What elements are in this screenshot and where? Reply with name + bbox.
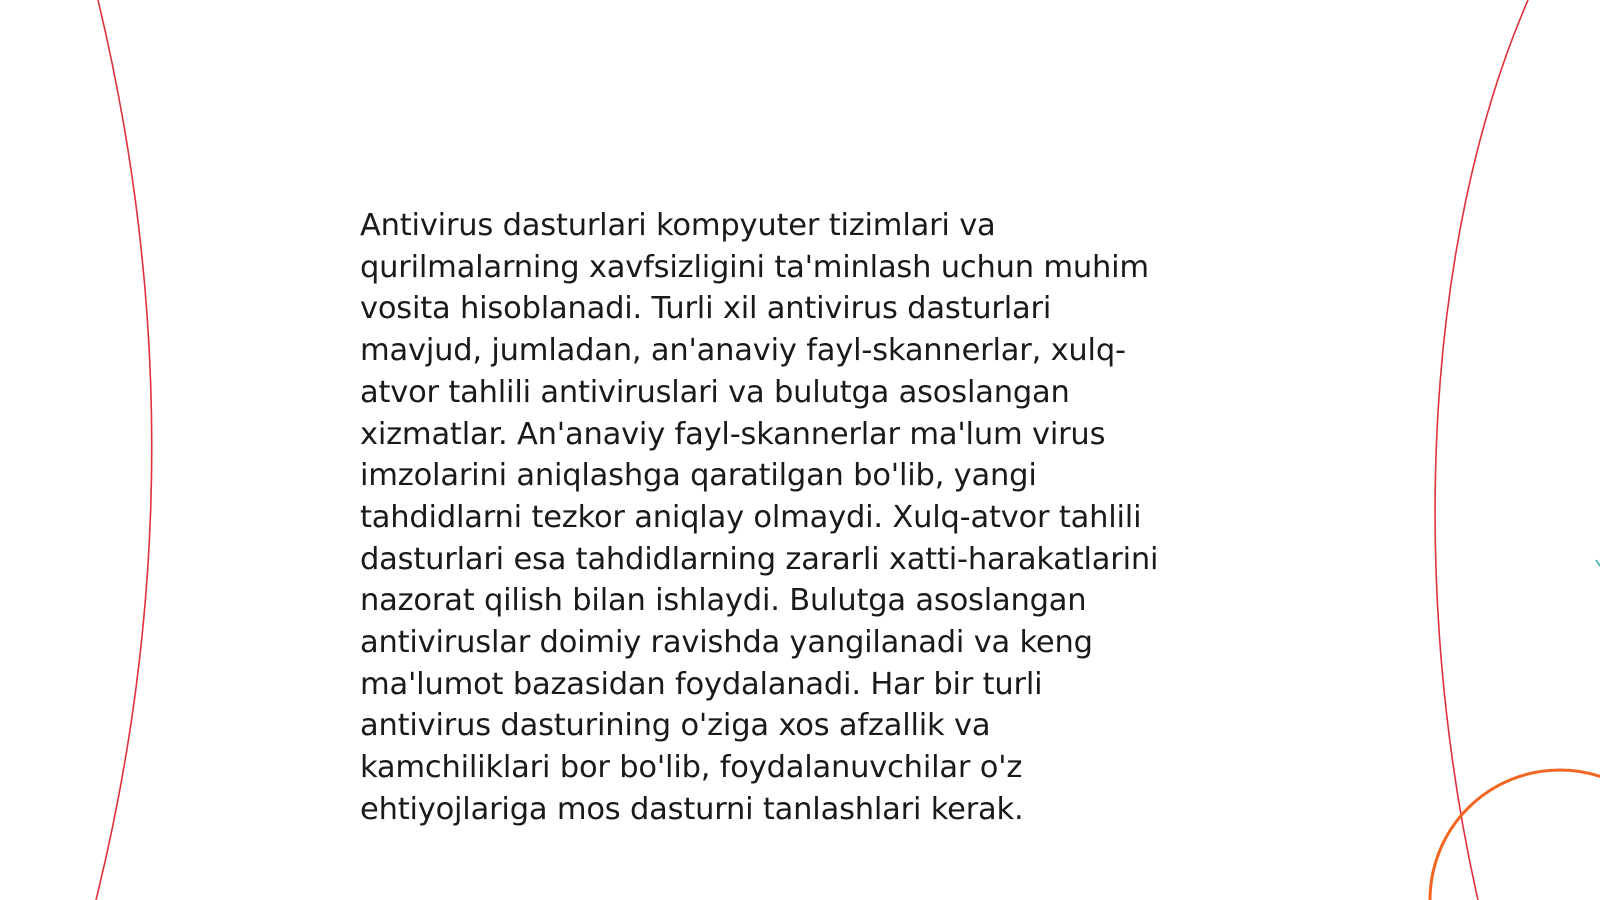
left-curve-line: [96, 0, 152, 900]
slide-body-text: Antivirus dasturlari kompyuter tizimlari va qurilmalarning xavfsizligini ta'minlash uchun muhim vosita hisoblanadi. Turli xil antivirus dasturlari mavjud, jumladan, an'anaviy fayl-skannerlar, xulq- atvor tahlili antiviruslari va bulutga asoslangan xizmatlar. An'anaviy fayl-skannerlar ma'lum virus imzolarini aniqlashga qaratilgan bo'lib, yangi tahdidlarni tezkor aniqlay olmaydi. Xulq-atvor tahlili dasturlari esa tahdidlarning zararli xatti-harakatlarini nazorat qilish bilan ishlaydi. Bulutga asoslangan antiviruslar doimiy ravishda yangilanadi va keng ma'lumot bazasidan foydalanadi. Har bir turli antivirus dasturining o'ziga xos afzallik va kamchiliklari bor bo'lib, foydalanuvchilar o'z ehtiyojlariga mos dasturni tanlashlari kerak.: [360, 208, 1159, 827]
orange-accent-circle: [1430, 770, 1600, 900]
teal-accent-mark: [1596, 560, 1600, 566]
right-curve-line: [1435, 0, 1528, 900]
